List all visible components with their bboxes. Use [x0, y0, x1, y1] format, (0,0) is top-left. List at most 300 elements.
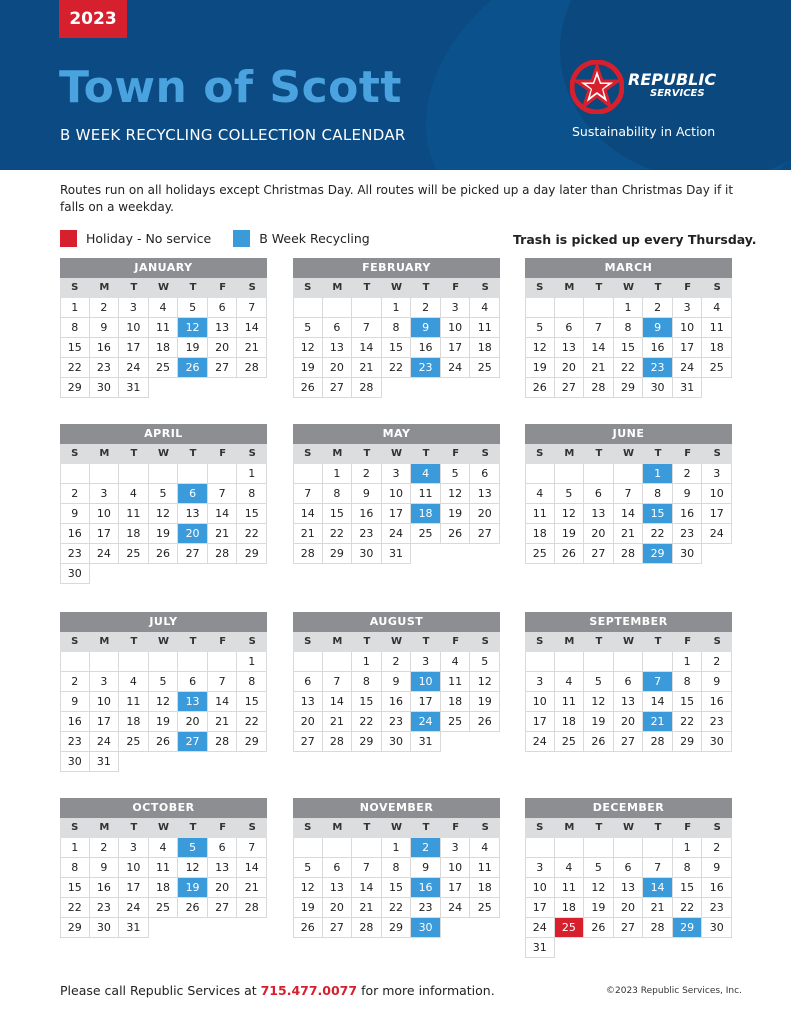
day-cell: 19 — [584, 712, 614, 732]
month-title: APRIL — [60, 424, 267, 444]
empty-cell — [237, 378, 267, 398]
day-cell: 1 — [382, 838, 412, 858]
weekday-label: W — [622, 822, 634, 833]
month-november — [293, 798, 500, 938]
empty-cell — [208, 564, 238, 584]
empty-cell — [525, 838, 555, 858]
day-cell: 17 — [525, 898, 555, 918]
day-cell: 14 — [237, 318, 267, 338]
day-cell: 16 — [702, 878, 732, 898]
day-cell: 24 — [119, 898, 149, 918]
day-cell: 16 — [90, 338, 120, 358]
day-cell: 13 — [293, 692, 323, 712]
recycling-day-cell: 7 — [643, 672, 673, 692]
day-cell: 15 — [673, 692, 703, 712]
recycling-day-cell: 29 — [673, 918, 703, 938]
day-cell: 31 — [382, 544, 412, 564]
day-grid — [293, 652, 500, 752]
weekday-label: S — [304, 448, 312, 459]
day-cell: 15 — [323, 504, 353, 524]
recycling-day-cell: 9 — [411, 318, 441, 338]
day-cell: 10 — [119, 318, 149, 338]
day-cell: 23 — [90, 898, 120, 918]
weekday-label: T — [654, 282, 662, 293]
day-cell: 7 — [208, 672, 238, 692]
weekday-label: S — [248, 822, 256, 833]
day-cell: 28 — [293, 544, 323, 564]
day-cell: 31 — [119, 378, 149, 398]
day-cell: 24 — [441, 358, 471, 378]
day-cell: 14 — [614, 504, 644, 524]
empty-cell — [149, 752, 179, 772]
day-cell: 9 — [702, 672, 732, 692]
empty-cell — [119, 464, 149, 484]
day-cell: 28 — [643, 732, 673, 752]
day-cell: 17 — [90, 712, 120, 732]
day-cell: 15 — [382, 338, 412, 358]
empty-cell — [643, 838, 673, 858]
day-cell: 1 — [60, 298, 90, 318]
weekday-label: W — [390, 448, 402, 459]
weekday-label: F — [684, 822, 692, 833]
day-cell: 31 — [90, 752, 120, 772]
empty-cell — [470, 544, 500, 564]
month-title: NOVEMBER — [293, 798, 500, 818]
legend-holiday-label: Holiday - No service — [86, 230, 212, 246]
day-cell: 13 — [470, 484, 500, 504]
day-cell: 11 — [149, 858, 179, 878]
day-grid — [60, 652, 267, 772]
day-cell: 31 — [525, 938, 555, 958]
day-cell: 12 — [149, 692, 179, 712]
day-cell: 2 — [90, 838, 120, 858]
day-cell: 3 — [90, 484, 120, 504]
brand-subname: SERVICES — [650, 88, 705, 99]
day-cell: 13 — [208, 318, 238, 338]
day-cell: 8 — [60, 318, 90, 338]
day-cell: 24 — [525, 918, 555, 938]
day-cell: 13 — [178, 504, 208, 524]
day-cell: 18 — [149, 878, 179, 898]
empty-cell — [555, 838, 585, 858]
day-cell: 19 — [149, 712, 179, 732]
weekday-label: M — [99, 822, 110, 833]
weekday-header — [60, 632, 267, 652]
day-cell: 13 — [208, 858, 238, 878]
day-cell: 11 — [441, 672, 471, 692]
weekday-header — [293, 444, 500, 464]
day-cell: 18 — [149, 338, 179, 358]
day-cell: 25 — [149, 358, 179, 378]
day-cell: 18 — [555, 898, 585, 918]
calendar-subtitle: B WEEK RECYCLING COLLECTION CALENDAR — [60, 126, 406, 144]
empty-cell — [208, 652, 238, 672]
weekday-label: M — [99, 282, 110, 293]
recycling-day-cell: 14 — [643, 878, 673, 898]
month-july — [60, 612, 267, 772]
weekday-label: T — [595, 448, 603, 459]
recycling-day-cell: 23 — [411, 358, 441, 378]
day-cell: 30 — [673, 544, 703, 564]
day-cell: 29 — [673, 732, 703, 752]
day-cell: 30 — [90, 378, 120, 398]
day-cell: 7 — [237, 298, 267, 318]
day-cell: 11 — [555, 878, 585, 898]
day-cell: 7 — [352, 318, 382, 338]
day-cell: 17 — [673, 338, 703, 358]
day-cell: 27 — [178, 544, 208, 564]
empty-cell — [293, 298, 323, 318]
day-cell: 14 — [584, 338, 614, 358]
day-cell: 25 — [470, 358, 500, 378]
day-cell: 20 — [584, 524, 614, 544]
day-cell: 10 — [702, 484, 732, 504]
day-cell: 28 — [352, 378, 382, 398]
day-cell: 15 — [60, 338, 90, 358]
empty-cell — [555, 298, 585, 318]
empty-cell — [149, 918, 179, 938]
weekday-label: T — [189, 448, 197, 459]
empty-cell — [178, 752, 208, 772]
day-cell: 20 — [208, 878, 238, 898]
day-cell: 18 — [119, 524, 149, 544]
day-cell: 4 — [119, 672, 149, 692]
weekday-label: F — [452, 282, 460, 293]
month-april — [60, 424, 267, 584]
day-cell: 30 — [90, 918, 120, 938]
weekday-label: T — [422, 822, 430, 833]
weekday-header — [525, 632, 732, 652]
day-cell: 14 — [237, 858, 267, 878]
day-cell: 22 — [237, 524, 267, 544]
weekday-label: M — [332, 282, 343, 293]
day-cell: 28 — [237, 358, 267, 378]
day-cell: 28 — [352, 918, 382, 938]
day-cell: 19 — [293, 898, 323, 918]
day-cell: 11 — [702, 318, 732, 338]
day-cell: 15 — [382, 878, 412, 898]
day-cell: 24 — [119, 358, 149, 378]
day-cell: 15 — [352, 692, 382, 712]
weekday-label: T — [654, 636, 662, 647]
weekday-label: S — [304, 636, 312, 647]
weekday-label: F — [684, 282, 692, 293]
day-cell: 8 — [323, 484, 353, 504]
weekday-label: M — [564, 282, 575, 293]
day-cell: 20 — [470, 504, 500, 524]
weekday-label: T — [130, 448, 138, 459]
day-cell: 1 — [237, 464, 267, 484]
day-cell: 15 — [237, 504, 267, 524]
day-cell: 29 — [614, 378, 644, 398]
day-cell: 11 — [525, 504, 555, 524]
day-cell: 23 — [382, 712, 412, 732]
empty-cell — [614, 938, 644, 958]
day-cell: 13 — [614, 878, 644, 898]
day-cell: 12 — [470, 672, 500, 692]
empty-cell — [525, 298, 555, 318]
day-cell: 10 — [382, 484, 412, 504]
day-cell: 5 — [149, 484, 179, 504]
weekday-label: T — [363, 282, 371, 293]
day-cell: 19 — [525, 358, 555, 378]
month-title: JUNE — [525, 424, 732, 444]
day-cell: 23 — [411, 898, 441, 918]
weekday-label: F — [684, 448, 692, 459]
weekday-label: F — [452, 822, 460, 833]
day-cell: 11 — [555, 692, 585, 712]
empty-cell — [352, 838, 382, 858]
empty-cell — [60, 464, 90, 484]
weekday-label: S — [481, 636, 489, 647]
weekday-label: M — [564, 448, 575, 459]
day-cell: 10 — [441, 858, 471, 878]
weekday-header — [293, 632, 500, 652]
weekday-label: T — [363, 448, 371, 459]
day-cell: 12 — [293, 878, 323, 898]
weekday-label: W — [157, 636, 169, 647]
day-cell: 23 — [673, 524, 703, 544]
weekday-header — [60, 278, 267, 298]
day-cell: 16 — [702, 692, 732, 712]
day-cell: 28 — [237, 898, 267, 918]
month-title: SEPTEMBER — [525, 612, 732, 632]
day-cell: 5 — [584, 858, 614, 878]
day-cell: 9 — [90, 318, 120, 338]
day-cell: 28 — [614, 544, 644, 564]
empty-cell — [90, 564, 120, 584]
weekday-label: T — [130, 822, 138, 833]
day-grid — [293, 464, 500, 564]
day-cell: 23 — [90, 358, 120, 378]
day-cell: 14 — [352, 878, 382, 898]
day-cell: 11 — [470, 318, 500, 338]
day-cell: 2 — [702, 838, 732, 858]
day-cell: 13 — [323, 338, 353, 358]
empty-cell — [119, 752, 149, 772]
day-cell: 8 — [237, 484, 267, 504]
weekday-label: S — [71, 448, 79, 459]
day-cell: 28 — [643, 918, 673, 938]
day-cell: 21 — [208, 712, 238, 732]
footer-contact — [60, 983, 495, 998]
weekday-header — [525, 444, 732, 464]
day-cell: 2 — [702, 652, 732, 672]
day-cell: 3 — [525, 858, 555, 878]
day-cell: 4 — [525, 484, 555, 504]
day-cell: 17 — [441, 338, 471, 358]
weekday-header — [60, 818, 267, 838]
weekday-label: M — [564, 636, 575, 647]
day-cell: 17 — [119, 338, 149, 358]
day-cell: 1 — [60, 838, 90, 858]
empty-cell — [293, 652, 323, 672]
day-cell: 22 — [673, 898, 703, 918]
month-title: JANUARY — [60, 258, 267, 278]
weekday-label: S — [304, 282, 312, 293]
day-cell: 4 — [119, 484, 149, 504]
day-cell: 4 — [470, 838, 500, 858]
day-cell: 5 — [470, 652, 500, 672]
empty-cell — [555, 652, 585, 672]
weekday-label: S — [536, 822, 544, 833]
day-cell: 13 — [323, 878, 353, 898]
day-cell: 29 — [382, 918, 412, 938]
day-cell: 4 — [702, 298, 732, 318]
recycling-day-cell: 10 — [411, 672, 441, 692]
day-cell: 13 — [555, 338, 585, 358]
day-cell: 12 — [293, 338, 323, 358]
day-cell: 17 — [525, 712, 555, 732]
empty-cell — [614, 652, 644, 672]
day-cell: 3 — [119, 838, 149, 858]
recycling-day-cell: 19 — [178, 878, 208, 898]
day-cell: 22 — [323, 524, 353, 544]
empty-cell — [470, 378, 500, 398]
day-cell: 24 — [90, 732, 120, 752]
day-cell: 9 — [60, 692, 90, 712]
month-title: MAY — [293, 424, 500, 444]
day-cell: 7 — [208, 484, 238, 504]
day-cell: 30 — [60, 752, 90, 772]
day-cell: 21 — [584, 358, 614, 378]
day-cell: 10 — [673, 318, 703, 338]
day-cell: 22 — [382, 358, 412, 378]
day-cell: 5 — [555, 484, 585, 504]
day-cell: 15 — [614, 338, 644, 358]
weekday-label: M — [332, 822, 343, 833]
footer-call-suffix: for more information. — [357, 983, 495, 998]
holiday-swatch — [60, 230, 77, 247]
weekday-label: M — [99, 448, 110, 459]
day-cell: 11 — [411, 484, 441, 504]
day-cell: 27 — [208, 898, 238, 918]
day-cell: 17 — [382, 504, 412, 524]
empty-cell — [643, 652, 673, 672]
year-badge: 2023 — [59, 0, 127, 38]
day-cell: 4 — [555, 672, 585, 692]
month-october — [60, 798, 267, 938]
weekday-label: S — [713, 448, 721, 459]
day-cell: 27 — [614, 732, 644, 752]
day-cell: 13 — [614, 692, 644, 712]
month-title: DECEMBER — [525, 798, 732, 818]
day-cell: 8 — [352, 672, 382, 692]
day-grid — [60, 298, 267, 398]
weekday-label: W — [157, 282, 169, 293]
day-cell: 27 — [293, 732, 323, 752]
day-cell: 25 — [555, 732, 585, 752]
day-cell: 21 — [643, 898, 673, 918]
day-cell: 18 — [119, 712, 149, 732]
day-grid — [60, 464, 267, 584]
day-cell: 27 — [584, 544, 614, 564]
weekday-header — [525, 818, 732, 838]
empty-cell — [584, 938, 614, 958]
day-cell: 21 — [323, 712, 353, 732]
empty-cell — [352, 298, 382, 318]
day-cell: 26 — [584, 732, 614, 752]
day-cell: 21 — [237, 878, 267, 898]
day-cell: 25 — [149, 898, 179, 918]
weekday-label: S — [71, 636, 79, 647]
day-cell: 6 — [470, 464, 500, 484]
brand-name: REPUBLIC — [628, 70, 717, 89]
day-cell: 6 — [555, 318, 585, 338]
day-cell: 27 — [614, 918, 644, 938]
day-cell: 20 — [323, 358, 353, 378]
day-cell: 20 — [178, 712, 208, 732]
weekday-label: F — [219, 636, 227, 647]
day-cell: 6 — [614, 858, 644, 878]
recycling-day-cell: 20 — [178, 524, 208, 544]
day-cell: 4 — [470, 298, 500, 318]
empty-cell — [702, 378, 732, 398]
day-grid — [525, 298, 732, 398]
day-cell: 3 — [673, 298, 703, 318]
day-cell: 19 — [178, 338, 208, 358]
day-cell: 3 — [411, 652, 441, 672]
empty-cell — [584, 652, 614, 672]
empty-cell — [643, 938, 673, 958]
day-cell: 2 — [382, 652, 412, 672]
day-cell: 25 — [702, 358, 732, 378]
day-cell: 9 — [382, 672, 412, 692]
day-cell: 5 — [293, 858, 323, 878]
month-june — [525, 424, 732, 564]
day-cell: 21 — [237, 338, 267, 358]
day-cell: 28 — [208, 732, 238, 752]
empty-cell — [149, 378, 179, 398]
day-cell: 5 — [584, 672, 614, 692]
empty-cell — [441, 544, 471, 564]
day-cell: 14 — [293, 504, 323, 524]
month-title: FEBRUARY — [293, 258, 500, 278]
empty-cell — [555, 938, 585, 958]
day-cell: 17 — [702, 504, 732, 524]
empty-cell — [178, 564, 208, 584]
empty-cell — [208, 378, 238, 398]
day-cell: 24 — [441, 898, 471, 918]
day-cell: 26 — [555, 544, 585, 564]
day-cell: 3 — [441, 838, 471, 858]
day-cell: 9 — [90, 858, 120, 878]
empty-cell — [411, 378, 441, 398]
weekday-label: T — [130, 282, 138, 293]
day-cell: 8 — [382, 858, 412, 878]
town-title: Town of Scott — [59, 62, 402, 113]
day-cell: 25 — [525, 544, 555, 564]
day-cell: 16 — [60, 712, 90, 732]
weekday-label: S — [713, 822, 721, 833]
month-february — [293, 258, 500, 398]
recycling-day-cell: 13 — [178, 692, 208, 712]
day-cell: 7 — [352, 858, 382, 878]
empty-cell — [293, 464, 323, 484]
day-cell: 14 — [643, 692, 673, 712]
day-cell: 16 — [382, 692, 412, 712]
day-cell: 6 — [178, 672, 208, 692]
day-cell: 9 — [411, 858, 441, 878]
day-cell: 12 — [584, 878, 614, 898]
weekday-label: T — [422, 282, 430, 293]
recycling-day-cell: 21 — [643, 712, 673, 732]
day-cell: 3 — [441, 298, 471, 318]
day-cell: 7 — [323, 672, 353, 692]
day-cell: 23 — [352, 524, 382, 544]
day-cell: 9 — [702, 858, 732, 878]
month-march — [525, 258, 732, 398]
